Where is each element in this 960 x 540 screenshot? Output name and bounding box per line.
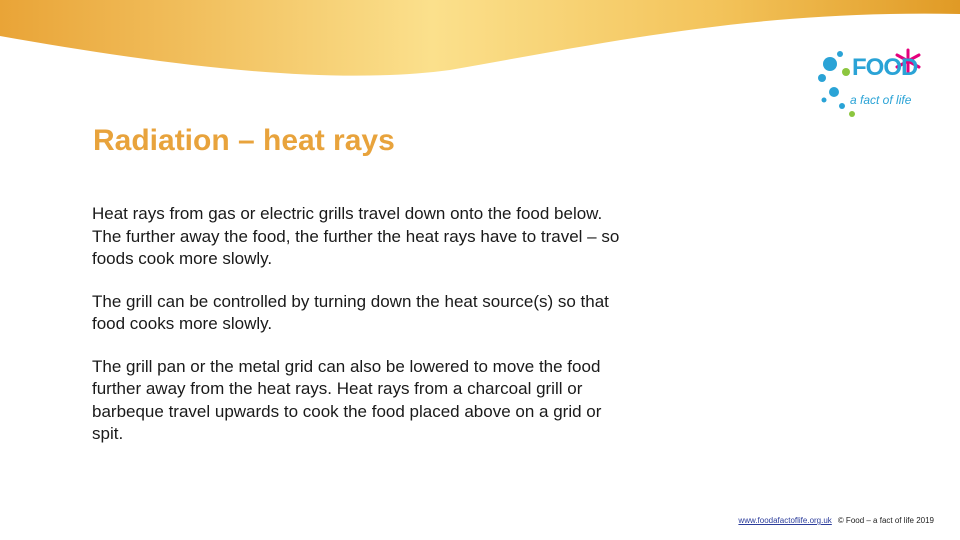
footer xyxy=(738,516,934,525)
slide-title: Radiation – heat rays xyxy=(93,124,395,157)
logo-tagline: a fact of life xyxy=(850,93,912,107)
logo-wordmark: FOOD xyxy=(852,54,918,81)
slide-body xyxy=(92,203,632,466)
paragraph: The grill pan or the metal grid can also be lowered to move the food further away from the heat rays. Heat rays from a charcoal grill or barbeque travel upwards to cook the food placed above on a grid or spit. xyxy=(92,356,602,443)
footer-website-link[interactable]: www.foodafactoflife.org.uk xyxy=(738,516,832,525)
paragraph: The grill can be controlled by turning down the heat source(s) so that food cooks more slowly. xyxy=(92,291,609,333)
footer-copyright: © Food – a fact of life 2019 xyxy=(837,516,934,525)
paragraph: Heat rays from gas or electric grills travel down onto the food below. The further away the food, the further the heat rays have to travel – so foods cook more slowly. xyxy=(92,204,620,268)
